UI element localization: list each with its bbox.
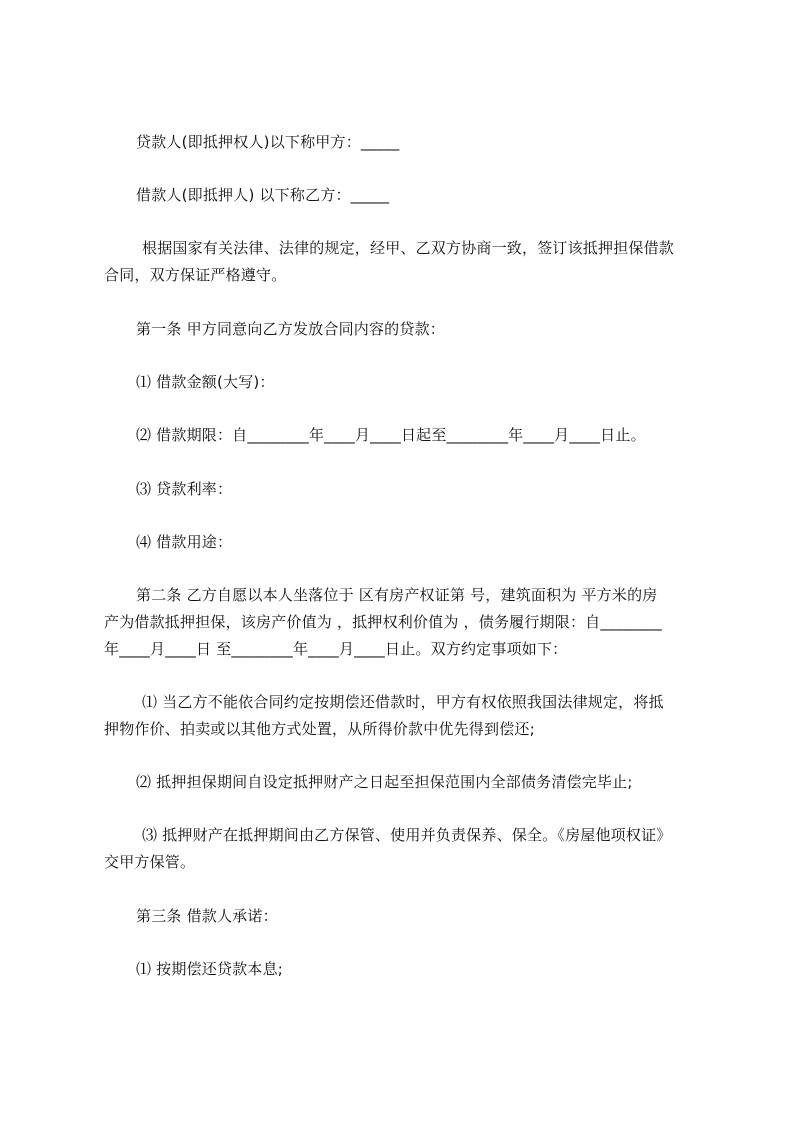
article-2-item-3-line-1: ⑶ 抵押财产在抵押期间由乙方保管、使用并负责保养、保全。《房屋他项权证》 — [142, 826, 672, 844]
lender-line: 贷款人(即抵押权人)以下称甲方：_____ — [136, 133, 400, 151]
article-2-item-3-line-2: 交甲方保管。 — [104, 853, 196, 871]
article-2-line-3: 年____月____日 至________年____月____日止。双方约定事项如下： — [104, 640, 568, 658]
article-1-item-3: ⑶ 贷款利率： — [136, 480, 233, 498]
article-1-title: 第一条 甲方同意向乙方发放合同内容的贷款： — [136, 320, 445, 338]
borrower-line: 借款人(即抵押人) 以下称乙方：_____ — [136, 186, 390, 204]
article-2-line-2: 产为借款抵押担保，该房产价值为 ，抵押权利价值为 ，债务履行期限：自________ — [104, 613, 662, 631]
intro-paragraph-line-1: 根据国家有关法律、法律的规定，经甲、乙双方协商一致，签订该抵押担保借款 — [142, 239, 675, 257]
article-1-item-4: ⑷ 借款用途： — [136, 533, 233, 551]
article-2-item-1-line-1: ⑴ 当乙方不能依合同约定按期偿还借款时，甲方有权依照我国法律规定，将抵 — [142, 693, 664, 711]
intro-paragraph-line-2: 合同，双方保证严格遵守。 — [104, 266, 287, 284]
article-2-item-1-line-2: 押物作价、拍卖或以其他方式处置，从所得价款中优先得到偿还; — [104, 720, 535, 738]
article-1-item-1: ⑴ 借款金额(大写)： — [136, 373, 275, 391]
article-2-item-2: ⑵ 抵押担保期间自设定抵押财产之日起至担保范围内全部债务清偿完毕止; — [136, 773, 633, 791]
article-1-item-2: ⑵ 借款期限：自________年____月____日起至________年____月____日止。 — [136, 426, 646, 444]
article-3-title: 第三条 借款人承诺： — [136, 907, 278, 925]
article-3-item-1: ⑴ 按期偿还贷款本息; — [136, 960, 284, 978]
article-2-line-1: 第二条 乙方自愿以本人坐落位于 区有房产权证第 号，建筑面积为 平方米的房 — [136, 586, 658, 604]
